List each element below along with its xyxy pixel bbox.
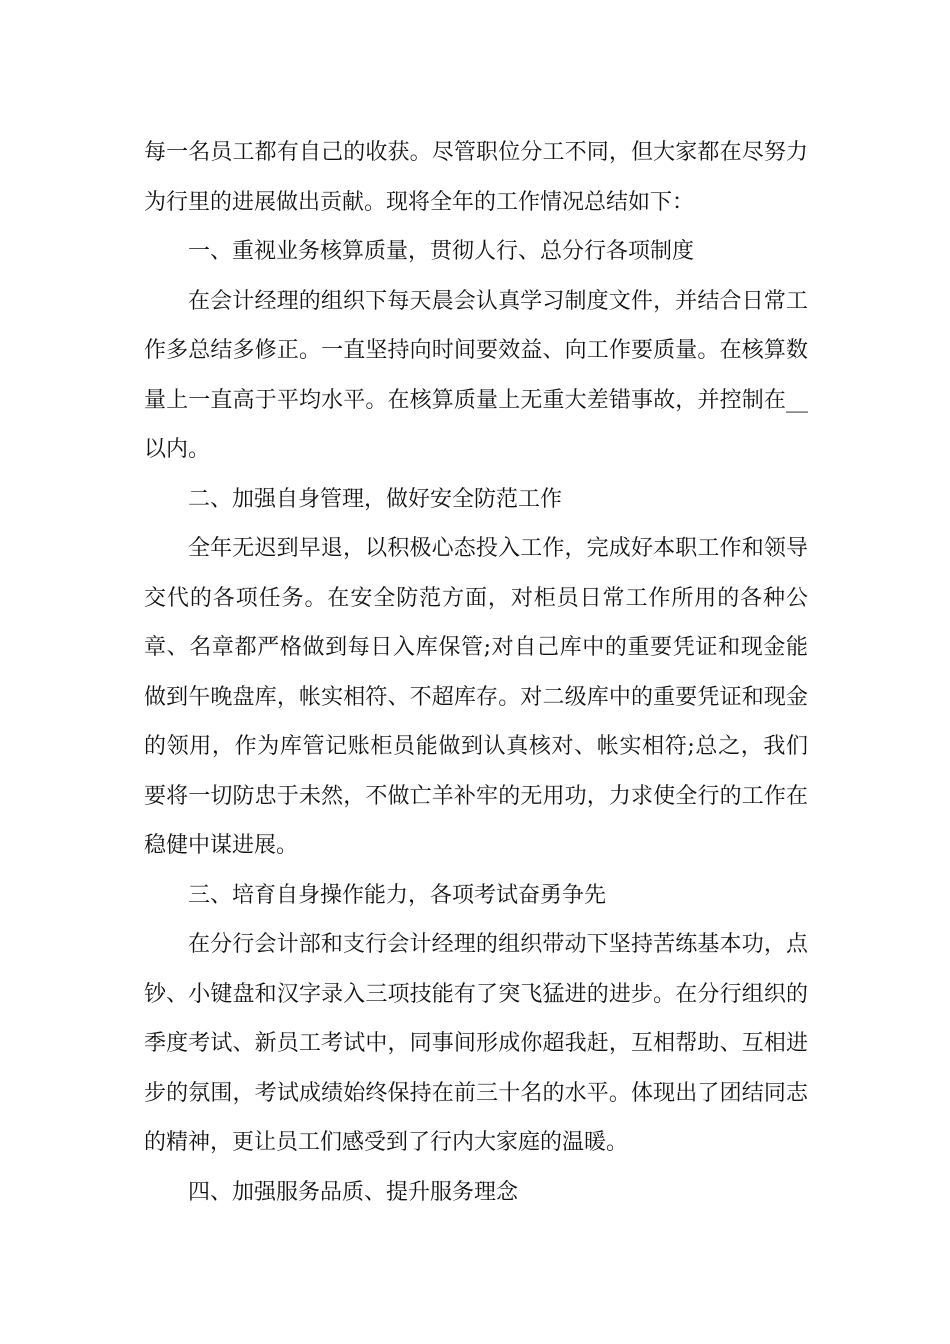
section-heading-2: 二、加强自身管理，做好安全防范工作 xyxy=(188,486,563,512)
paragraph-section-2: 全年无迟到早退，以积极心态投入工作，完成好本职工作和领导交代的各项任务。在安全防范方面，对柜员日常工作所用的各种公章、名章都严格做到每日入库保管;对自己库中的重要凭证和现金能做到午晚盘库，帐实相符、不超库存。对二级库中的重要凭证和现金的领用，作为库管记账柜员能做到认真核对、帐实相符;总之，我们要将一切防忠于未然，不做亡羊补牢的无用功，力求使全行的工作在稳健中谋进展。 xyxy=(144,536,808,858)
paragraph-intro: 每一名员工都有自己的收获。尽管职位分工不同，但大家都在尽努力为行里的进展做出贡献。现将全年的工作情况总结如下： xyxy=(144,140,808,215)
section-heading-3: 三、培育自身操作能力，各项考试奋勇争先 xyxy=(188,882,607,908)
section-heading-4: 四、加强服务品质、提升服务理念 xyxy=(188,1179,519,1205)
section-heading-1: 一、重视业务核算质量，贯彻人行、总分行各项制度 xyxy=(188,239,695,264)
document-body xyxy=(144,128,808,1217)
paragraph-section-1: 在会计经理的组织下每天晨会认真学习制度文件，并结合日常工作多总结多修正。一直坚持向时间要效益、向工作要质量。在核算数量上一直高于平均水平。在核算质量上无重大差错事故，并控制在__以内。 xyxy=(144,288,808,462)
paragraph-section-3: 在分行会计部和支行会计经理的组织带动下坚持苦练基本功，点钞、小键盘和汉字录入三项技能有了突飞猛进的进步。在分行组织的季度考试、新员工考试中，同事间形成你超我赶，互相帮助、互相进步的氛围，考试成绩始终保持在前三十名的水平。体现出了团结同志的精神，更让员工们感受到了行内大家庭的温暖。 xyxy=(144,932,808,1155)
